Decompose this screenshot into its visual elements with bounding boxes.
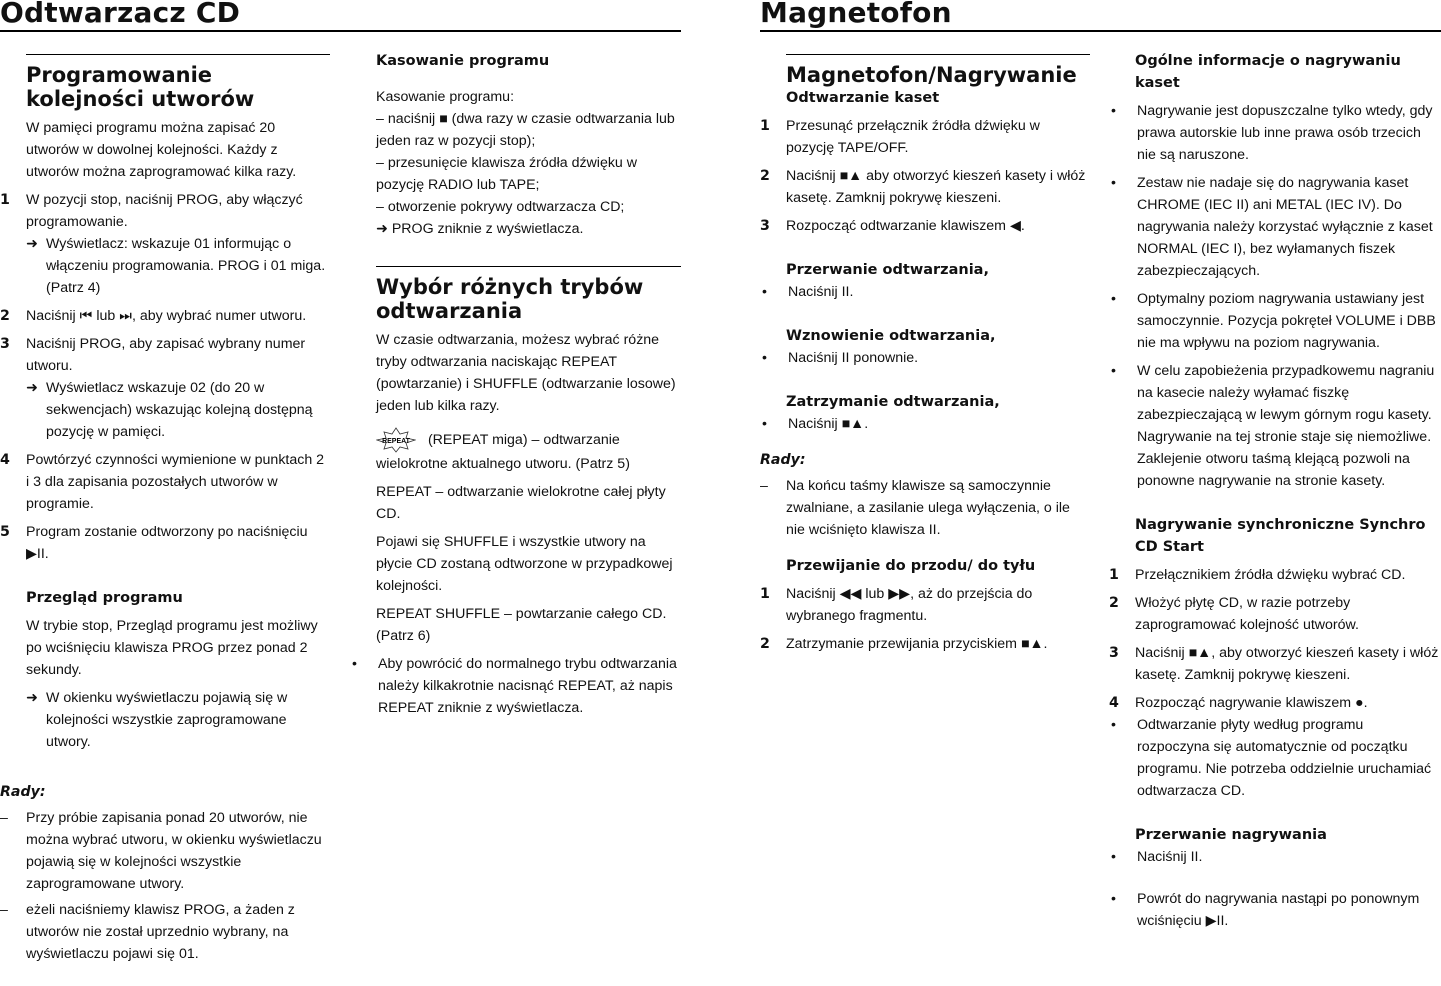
- arrow-icon: ➜: [26, 690, 38, 706]
- heading-delete-program: Kasowanie programu: [376, 53, 550, 69]
- step-3-result: ➜ Wyświetlacz wskazuje 02 (do 20 w sekwencjach) wskazując kolejną dostępną pozycję w pamięci.: [0, 377, 330, 443]
- heading-stop: Zatrzymanie odtwarzania,: [786, 394, 1000, 410]
- bullet-item: • W celu zapobieżenia przypadkowemu nagraniu na kasecie należy wyłamać fiszkę zabezpieczającą w lewym górnym rogu kasety. Nagrywanie na tej stronie staje się niemożliwe. Zaklejenie otworu taśmą klejącą pozwoli na ponowne nagrywanie na stronie kasety.: [1111, 363, 1435, 489]
- heading-record-pause: Przerwanie nagrywania: [1135, 827, 1327, 843]
- step-2: 2 Zatrzymanie przewijania przyciskiem ■▲.: [760, 636, 1048, 652]
- heading-pause: Przerwanie odtwarzania,: [786, 262, 989, 278]
- section-rule: [786, 54, 1090, 55]
- heading-play-modes: Wybór różnych trybów odtwarzania: [376, 275, 644, 323]
- delete-intro: Kasowanie programu:: [376, 89, 515, 105]
- step-1-result: ➜ Wyświetlacz: wskazuje 01 informując o włączeniu programowania. PROG i 01 miga. (Patrz 4): [0, 233, 330, 299]
- heading-sync-recording: Nagrywanie synchroniczne Synchro CD Start: [1135, 517, 1426, 555]
- column-cd-modes: [352, 50, 681, 719]
- heading-general-info: Ogólne informacje o nagrywaniu kaset: [1135, 53, 1401, 91]
- step-3: 3 Naciśnij ■▲, aby otworzyć kieszeń kasety i włóż kasetę. Zamknij pokrywę kieszeni.: [1109, 645, 1439, 683]
- bullet-item: • Aby powrócić do normalnego trybu odtwarzania należy kilkakrotnie nacisnąć REPEAT, aż napis REPEAT zniknie z wyświetlacza.: [352, 656, 677, 716]
- step-2: 2 Włożyć płytę CD, w razie potrzeby zaprogramować kolejność utworów.: [1109, 595, 1359, 633]
- page-title-cd: Odtwarzacz CD: [0, 0, 241, 29]
- modes-intro: W czasie odtwarzania, możesz wybrać różne tryby odtwarzania naciskając REPEAT (powtarzanie) i SHUFFLE (odtwarzanie losowe) jeden lub kilka razy.: [376, 332, 676, 414]
- repeat-mode: REPEAT (REPEAT miga) – odtwarzanie wielokrotne aktualnego utworu. (Patrz 5): [376, 427, 681, 475]
- bullet-item: • Naciśnij II.: [1111, 849, 1203, 865]
- repeat-icon: [376, 427, 416, 453]
- bullet-item: • Naciśnij ■▲.: [762, 416, 869, 432]
- heading-tape-playback: Odtwarzanie kaset: [786, 90, 940, 106]
- heading-programming: Programowanie kolejności utworów: [26, 63, 255, 111]
- delete-result: ➜ PROG zniknie z wyświetlacza.: [376, 221, 584, 237]
- tips-heading: Rady:: [0, 784, 46, 800]
- column-cd-program: [0, 50, 330, 965]
- tip-item: – Przy próbie zapisania ponad 20 utworów, nie można wybrać utworu, w okienku wyświetlaczu pojawią się w kolejności wszystkie zaprogramowane utwory.: [0, 810, 322, 892]
- review-text: W trybie stop, Przegląd programu jest możliwy po wciśnięciu klawisza PROG przez ponad 2 sekundy.: [26, 618, 318, 678]
- bullet-item: • Optymalny poziom nagrywania ustawiany jest samoczynnie. Pozycja pokręteł VOLUME i DBB nie ma wpływu na poziom nagrywania.: [1111, 291, 1436, 351]
- heading-recording: Magnetofon/Nagrywanie: [786, 63, 1077, 87]
- delete-option: – przesunięcie klawisza źródła dźwięku w pozycję RADIO lub TAPE;: [376, 155, 638, 193]
- repeat-shuffle: REPEAT SHUFFLE – powtarzanie całego CD. (Patrz 6): [376, 606, 667, 644]
- bullet-item: • Naciśnij II.: [762, 284, 854, 300]
- step-1: 1 Naciśnij ◀◀ lub ▶▶, aż do przejścia do wybranego fragmentu.: [760, 586, 1033, 624]
- column-tape-record: [1109, 50, 1439, 932]
- section-rule: [376, 266, 681, 267]
- step-1: 1 W pozycji stop, naciśnij PROG, aby włączyć programowanie.: [0, 192, 303, 230]
- column-tape-play: [760, 50, 1090, 655]
- step-2: 2 Naciśnij ⏮ lub ⏭, aby wybrać numer utworu.: [0, 308, 307, 324]
- shuffle-mode: Pojawi się SHUFFLE i wszystkie utwory na płycie CD zostaną odtworzone w przypadkowej kolejności.: [376, 534, 673, 594]
- tips-heading: Rady:: [760, 452, 806, 468]
- title-rule-right: [760, 30, 1441, 32]
- step-3: 3 Naciśnij PROG, aby zapisać wybrany numer utworu.: [0, 336, 306, 374]
- repeat-all: REPEAT – odtwarzanie wielokrotne całej płyty CD.: [376, 484, 666, 522]
- delete-option: – naciśnij ■ (dwa razy w czasie odtwarzania lub jeden raz w pozycji stop);: [376, 111, 675, 149]
- svg-text:REPEAT: REPEAT: [382, 438, 410, 445]
- delete-option: – otworzenie pokrywy odtwarzacza CD;: [376, 199, 625, 215]
- heading-winding: Przewijanie do przodu/ do tyłu: [786, 558, 1036, 574]
- bullet-item: • Nagrywanie jest dopuszczalne tylko wtedy, gdy prawa autorskie lub inne prawa osób trzecich nie są naruszone.: [1111, 103, 1433, 163]
- step-4: 4 Powtórzyć czynności wymienione w punktach 2 i 3 dla zapisania pozostałych utworów w programie.: [0, 452, 325, 512]
- bullet-item: • Odtwarzanie płyty według programu rozpoczyna się automatycznie od początku programu. Nie potrzeba oddzielnie uruchamiać odtwarzacza CD.: [1111, 717, 1432, 799]
- bullet-item: • Zestaw nie nadaje się do nagrywania kaset CHROME (IEC II) ani METAL (IEC IV). Do nagrywania należy korzystać wyłącznie z kaset NORMAL (IEC I), bez wyłamanych fiszek zabezpieczających.: [1111, 175, 1433, 279]
- step-3: 3 Rozpocząć odtwarzanie klawiszem ◀.: [760, 218, 1025, 234]
- heading-resume: Wznowienie odtwarzania,: [786, 328, 996, 344]
- step-5: 5 Program zostanie odtworzony po naciśnięciu ▶II.: [0, 524, 308, 562]
- tip-item: – Na końcu taśmy klawisze są samoczynnie zwalniane, a zasilanie ulega wyłączenia, o ile nie wciśnięto klawisza II.: [760, 478, 1070, 538]
- arrow-icon: ➜: [26, 236, 38, 252]
- step-1: 1 Przełącznikiem źródła dźwięku wybrać CD.: [1109, 567, 1406, 583]
- page-title-tape: Magnetofon: [760, 0, 952, 29]
- title-rule-left: [0, 30, 681, 32]
- arrow-icon: ➜: [26, 380, 38, 396]
- review-result: ➜ W okienku wyświetlaczu pojawią się w kolejności wszystkie zaprogramowane utwory.: [0, 687, 330, 753]
- section-rule: [26, 54, 330, 55]
- program-intro: W pamięci programu można zapisać 20 utworów w dowolnej kolejności. Każdy z utworów można zaprogramować kilka razy.: [26, 120, 297, 180]
- heading-review: Przegląd programu: [26, 590, 183, 606]
- tip-item: – eżeli naciśniemy klawisz PROG, a żaden z utworów nie został uprzednio wybrany, na wyświetlaczu pojawi się 01.: [0, 902, 295, 962]
- bullet-item: • Powrót do nagrywania nastąpi po ponownym wciśnięciu ▶II.: [1111, 891, 1420, 929]
- step-1: 1 Przesunąć przełącznik źródła dźwięku w pozycję TAPE/OFF.: [760, 118, 1040, 156]
- step-4: 4 Rozpocząć nagrywanie klawiszem ●.: [1109, 695, 1368, 711]
- bullet-item: • Naciśnij II ponownie.: [762, 350, 919, 366]
- step-2: 2 Naciśnij ■▲ aby otworzyć kieszeń kasety i włóż kasetę. Zamknij pokrywę kieszeni.: [760, 168, 1086, 206]
